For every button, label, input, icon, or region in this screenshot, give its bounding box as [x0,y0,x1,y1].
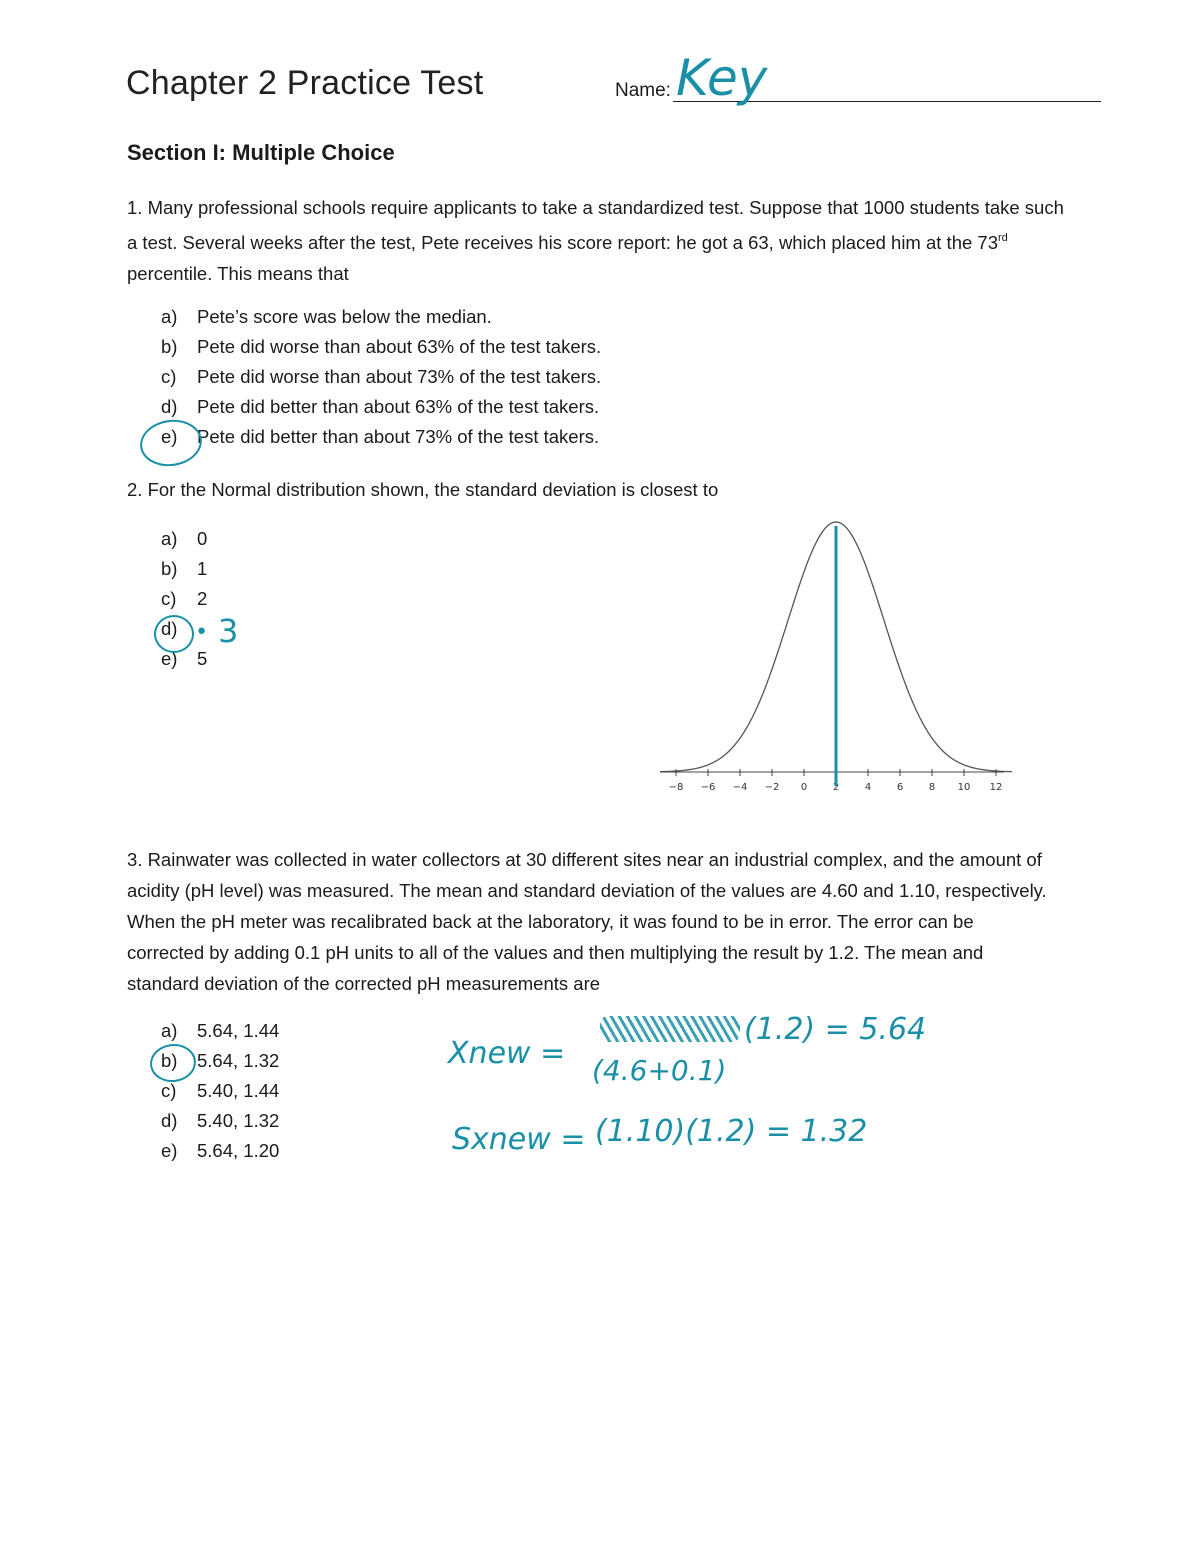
question-3-line-4: corrected by adding 0.1 pH units to all of the values and then multiplying the result by 1.2. The mean and [127,942,984,963]
option-1a[interactable]: a) Pete’s score was below the median. [161,306,492,327]
question-2-options [161,528,207,678]
option-1c[interactable]: c) Pete did worse than about 73% of the test takers. [161,366,602,387]
hw-mean-label: Xnew = [448,1036,566,1071]
question-1-options [161,306,601,456]
option-3e[interactable]: e) 5.64, 1.20 [161,1140,280,1161]
x-tick-label: 4 [864,782,872,793]
x-tick-label: 8 [928,782,936,793]
page-title: Chapter 2 Practice Test [126,64,484,102]
normal-distribution-chart [640,500,1040,820]
x-tick-label: 10 [957,782,971,793]
question-3-line-1: 3. Rainwater was collected in water collectors at 30 different sites near an industrial complex, and the amount of [127,849,1042,870]
option-2b[interactable]: b) 1 [161,558,208,579]
option-2e[interactable]: e) 5 [161,648,208,669]
hw-mean-top: (1.2) = 5.64 [744,1012,927,1047]
question-1-line-2: a test. Several weeks after the test, Pete receives his score report: he got a 63, which placed him at the 73rd [127,232,1008,253]
question-2-text: 2. For the Normal distribution shown, the standard deviation is closest to [127,479,719,500]
option-2d[interactable]: d) ● [161,618,207,639]
superscript-rd: rd [998,232,1008,244]
question-3-text [127,844,1127,999]
question-3-line-5: standard deviation of the corrected pH measurements are [127,973,601,994]
option-3b[interactable]: b) 5.64, 1.32 [161,1050,280,1071]
section-title: Section I: Multiple Choice [127,140,395,165]
x-tick-label: −4 [732,782,748,793]
name-handwritten: Key [676,49,768,107]
answer-circle-2d [154,615,194,653]
handwritten-answer-2: 3 [218,612,239,650]
name-label: Name: [615,80,671,101]
option-1d[interactable]: d) Pete did better than about 63% of the test takers. [161,396,600,417]
x-tick-label: −6 [700,782,716,793]
hw-sd-label: Sxnew = [452,1122,586,1157]
question-3-line-3: When the pH meter was recalibrated back at the laboratory, it was found to be in error. The error can be [127,911,974,932]
x-tick-label: 6 [896,782,904,793]
question-3-options [161,1020,279,1170]
option-3c[interactable]: c) 5.40, 1.44 [161,1080,280,1101]
option-2a[interactable]: a) 0 [161,528,208,549]
question-1-line-3: percentile. This means that [127,263,349,284]
hw-mean-bottom: (4.6+0.1) [592,1054,727,1087]
hw-scribble [600,1016,740,1042]
option-1b[interactable]: b) Pete did worse than about 63% of the test takers. [161,336,602,357]
x-tick-label: 0 [800,782,808,793]
hw-sd-expr: (1.10)(1.2) = 1.32 [595,1114,868,1149]
option-1e[interactable]: e) Pete did better than about 73% of the test takers. [161,426,600,447]
x-tick-label: 2 [832,782,840,793]
option-3d[interactable]: d) 5.40, 1.32 [161,1110,280,1131]
x-tick-label: 12 [989,782,1003,793]
question-1-line-1: 1. Many professional schools require applicants to take a standardized test. Suppose that 1000 students take such [127,197,1064,218]
x-tick-label: −8 [668,782,684,793]
option-3a[interactable]: a) 5.64, 1.44 [161,1020,280,1041]
option-2c[interactable]: c) 2 [161,588,208,609]
x-tick-label: −2 [764,782,780,793]
question-1-text [127,192,1127,289]
question-3-line-2: acidity (pH level) was measured. The mean and standard deviation of the values are 4.60 and 1.10, respectively. [127,880,1047,901]
